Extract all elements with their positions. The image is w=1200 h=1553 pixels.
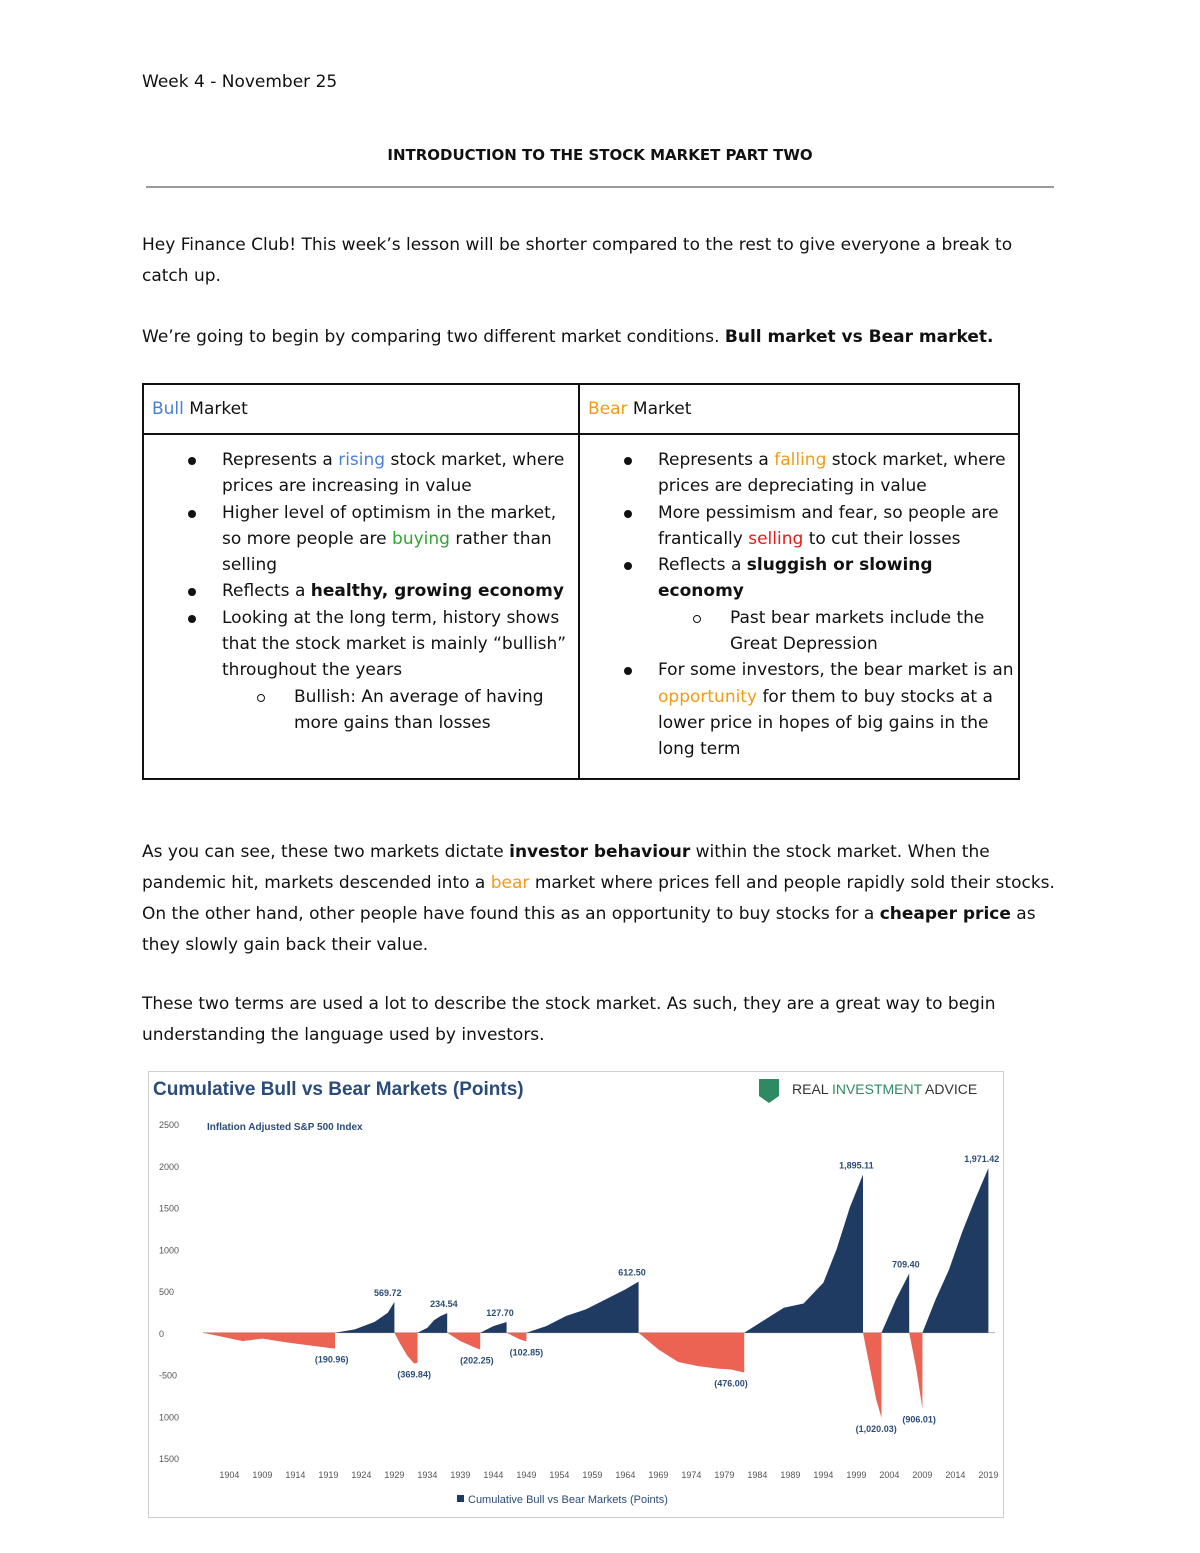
sub-list-item: Bullish: An average of having more gains than losses	[184, 684, 574, 737]
bull-header-rest: Market	[183, 399, 248, 419]
bull-area	[418, 1313, 448, 1333]
bear-falling-word: falling	[774, 450, 827, 470]
investor-behaviour-paragraph	[142, 837, 1062, 961]
comparison-intro-text: We’re going to begin by comparing two different market conditions.	[142, 327, 725, 347]
bear-b4-text: For some investors, the bear market is an	[658, 660, 1014, 681]
bear-opportunity-word: opportunity	[658, 686, 758, 707]
chart-subtitle: Inflation Adjusted S&P 500 Index	[207, 1122, 363, 1133]
x-tick-label: 1924	[351, 1470, 372, 1480]
brand-advice: ADVICE	[921, 1081, 978, 1097]
data-label: (906.01)	[902, 1414, 936, 1425]
bull-b3-text: Reflects a	[222, 581, 311, 602]
y-tick-label: -500	[159, 1370, 178, 1381]
bull-b3-bold: healthy, growing economy	[310, 581, 564, 602]
y-tick-label: 1000	[159, 1245, 180, 1256]
bear-b1-text: Represents a	[658, 450, 775, 470]
bear-area	[639, 1333, 745, 1373]
y-tick-label: 2000	[159, 1161, 180, 1172]
bear-selling-word: selling	[748, 528, 804, 549]
p3-text-a: As you can see, these two markets dictate	[142, 842, 510, 862]
x-tick-label: 1929	[384, 1470, 405, 1480]
comparison-intro-bold: Bull market vs Bear market.	[724, 327, 994, 347]
x-tick-label: 2019	[978, 1470, 999, 1480]
p3-bold-a: investor behaviour	[509, 842, 691, 862]
data-label: (202.25)	[460, 1355, 494, 1366]
x-tick-label: 1954	[549, 1470, 570, 1480]
x-tick-label: 1904	[219, 1470, 240, 1480]
x-tick-label: 1974	[681, 1470, 702, 1480]
legend-swatch	[457, 1495, 464, 1502]
brand-name	[792, 1081, 977, 1097]
data-label: 234.54	[430, 1299, 458, 1310]
bull-rising-word: rising	[338, 450, 386, 470]
bull-area	[526, 1282, 638, 1333]
x-tick-label: 1984	[747, 1470, 768, 1480]
x-tick-label: 1989	[780, 1470, 801, 1480]
bull-area	[744, 1175, 863, 1333]
title-divider	[146, 186, 1054, 188]
data-label: (476.00)	[714, 1378, 748, 1389]
data-label: (1,020.03)	[855, 1423, 897, 1434]
x-tick-label: 1959	[582, 1470, 603, 1480]
p3-text-c: within the stock market. When the pandemic hit, markets descended into a	[142, 842, 990, 893]
bull-b4-text: Looking at the long term, history shows that the stock market is mainly “bullish” throughout the years	[222, 607, 567, 681]
y-tick-label: 0	[159, 1328, 165, 1339]
list-item	[620, 657, 1020, 762]
bear-area	[863, 1333, 881, 1418]
brand-logo	[759, 1079, 977, 1103]
bear-b2-text-end: to cut their losses	[803, 528, 961, 549]
bear-b3-bold: sluggish or slowing economy	[658, 555, 933, 602]
bull-market-header	[152, 399, 248, 419]
x-tick-label: 1969	[648, 1470, 669, 1480]
bull-market-column	[184, 447, 574, 736]
y-tick-label: 1500	[159, 1454, 180, 1464]
bear-area	[394, 1333, 417, 1364]
bear-b3-text: Reflects a	[658, 555, 747, 576]
chart-legend	[457, 1494, 668, 1506]
x-tick-label: 1909	[252, 1470, 273, 1480]
data-label: 612.50	[618, 1267, 646, 1278]
data-label: 1,971.42	[964, 1154, 1000, 1165]
bear-market-header	[588, 399, 691, 419]
language-paragraph: These two terms are used a lot to describe the stock market. As such, they are a great way to begin understanding the language used by investors.	[142, 994, 996, 1045]
x-tick-label: 1914	[285, 1470, 306, 1480]
data-label: 127.70	[486, 1308, 514, 1319]
bull-vs-bear-table	[142, 383, 1020, 780]
x-tick-label: 1944	[483, 1470, 504, 1480]
bull-b1-text-end: stock market, where prices are increasing in value	[222, 450, 565, 497]
legend-label: Cumulative Bull vs Bear Markets (Points)	[468, 1494, 668, 1506]
x-tick-label: 2014	[945, 1470, 966, 1480]
table-column-divider	[578, 385, 580, 778]
data-label: 1,895.11	[839, 1160, 874, 1171]
data-label: (190.96)	[314, 1354, 349, 1365]
p3-text-d: market where prices fell and people rapidly sold their stocks. On the other hand, other people have found this as an opportunity to buy stocks for a	[142, 873, 1055, 924]
brand-shield-icon	[759, 1079, 779, 1103]
bear-area	[909, 1333, 922, 1409]
chart-title: Cumulative Bull vs Bear Markets (Points)	[153, 1079, 524, 1100]
list-item	[184, 578, 574, 604]
bear-word: Bear	[588, 399, 628, 419]
bull-b1-text: Represents a	[222, 450, 339, 470]
bear-market-column	[620, 447, 1020, 763]
x-tick-label: 1964	[615, 1470, 636, 1480]
brand-investment: INVESTMENT	[831, 1081, 922, 1097]
bull-word: Bull	[152, 399, 184, 419]
comparison-intro	[142, 322, 1062, 353]
sub-list-item: Past bear markets include the Great Depression	[620, 605, 1020, 658]
list-item	[184, 447, 574, 500]
chart-canvas	[149, 1072, 1003, 1517]
bear-header-rest: Market	[627, 399, 692, 419]
x-tick-label: 1949	[516, 1470, 537, 1480]
week-date: Week 4 - November 25	[142, 72, 338, 92]
list-item	[184, 500, 574, 579]
bear-b1-text-end: stock market, where prices are depreciating in value	[658, 450, 1006, 497]
bear-b4-text-end: for them to buy stocks at a lower price in hopes of big gains in the long term	[658, 686, 993, 760]
intro-paragraph: Hey Finance Club! This week’s lesson will be shorter compared to the rest to give everyone a break to catch up.	[142, 235, 1013, 286]
bull-bear-chart	[148, 1071, 1004, 1518]
bull-area	[881, 1274, 909, 1333]
bull-area	[335, 1302, 394, 1333]
table-header-divider	[144, 433, 1018, 435]
x-tick-label: 1994	[813, 1470, 834, 1480]
bull-area	[922, 1168, 988, 1333]
data-label: 709.40	[892, 1259, 920, 1270]
list-item	[184, 605, 574, 736]
bear-area	[507, 1333, 527, 1342]
p3-text-f: as they slowly gain back their value.	[142, 904, 1036, 955]
x-tick-label: 1939	[450, 1470, 471, 1480]
list-item	[620, 447, 1020, 500]
bull-buying-word: buying	[392, 528, 450, 549]
data-label: 569.72	[374, 1287, 402, 1298]
bear-area	[203, 1333, 335, 1349]
list-item	[620, 500, 1020, 553]
brand-real: REAL	[792, 1081, 832, 1097]
p3-bear-word: bear	[490, 873, 530, 893]
y-tick-label: 1000	[159, 1412, 180, 1423]
x-tick-label: 2009	[912, 1470, 933, 1480]
x-tick-label: 2004	[879, 1470, 900, 1480]
bull-area	[480, 1322, 506, 1333]
data-label: (102.85)	[509, 1347, 544, 1358]
y-tick-label: 500	[159, 1287, 175, 1297]
bull-b2-text: Higher level of optimism in the market, so more people are	[222, 502, 557, 549]
y-tick-label: 2500	[159, 1120, 180, 1130]
y-tick-label: 1500	[159, 1203, 180, 1214]
x-tick-label: 1999	[846, 1470, 867, 1480]
x-tick-label: 1919	[318, 1470, 339, 1480]
page-title: INTRODUCTION TO THE STOCK MARKET PART TWO	[387, 146, 813, 164]
x-tick-label: 1934	[417, 1470, 438, 1480]
x-tick-label: 1979	[714, 1470, 735, 1480]
data-label: (369.84)	[397, 1369, 431, 1380]
plot-area	[159, 1120, 999, 1480]
bear-area	[447, 1333, 480, 1350]
bear-b2-text: More pessimism and fear, so people are frantically	[658, 502, 999, 549]
list-item	[620, 552, 1020, 657]
p3-bold-e: cheaper price	[879, 904, 1011, 924]
bull-b2-text-end: rather than selling	[222, 528, 552, 576]
